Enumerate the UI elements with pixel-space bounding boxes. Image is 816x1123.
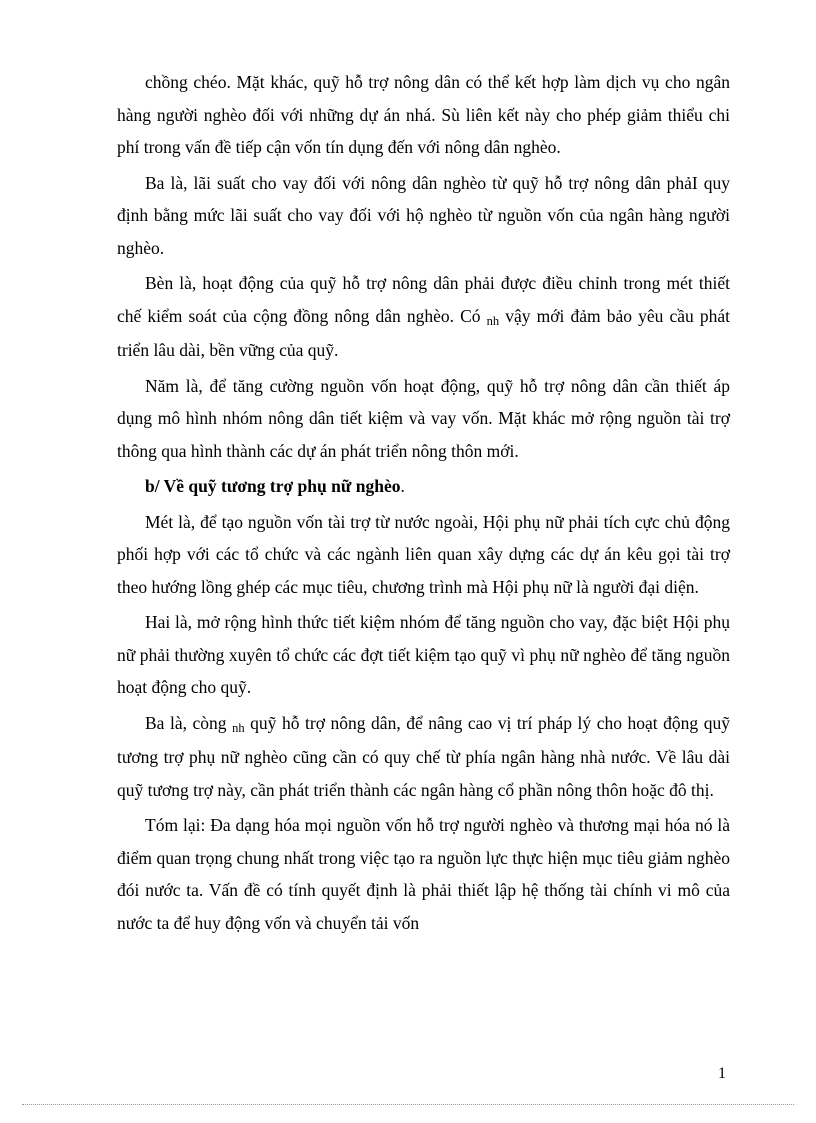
paragraph-text: Ba là, còng [145, 712, 233, 733]
page-number: 1 [718, 1065, 726, 1082]
subscript-text: nh [486, 313, 500, 328]
paragraph-third-point-women [117, 707, 730, 807]
paragraph-continuation: chồng chéo. Mặt khác, quỹ hỗ trợ nông dân có thể kết hợp làm dịch vụ cho ngân hàng người nghèo đối với những dự án nhá. Sù liên kết này cho phép giảm thiểu chi phí trong vấn đề tiếp cận vốn tín dụng đến với nông dân nghèo. [117, 72, 730, 157]
section-heading [117, 470, 730, 503]
subscript-text: nh [232, 720, 245, 735]
paragraph-text: Bèn là, hoạt động của quỹ hỗ trợ nông dân phải được điều chỉnh trong mét thiết chế kiểm soát của cộng đồng nông dân nghèo. Có [117, 273, 730, 326]
document-body [117, 66, 730, 942]
section-heading-text: b/ Về quỹ tương trợ phụ nữ nghèo [145, 476, 401, 496]
paragraph-summary: Tóm lại: Đa dạng hóa mọi nguồn vốn hỗ trợ người nghèo và thương mại hóa nó là điểm quan trọng chung nhất trong việc tạo ra nguồn lực thực hiện mục tiêu giảm nghèo đói nước ta. Vấn đề có tính quyết định là phải thiết lập hệ thống tài chính vi mô của nước ta để huy động vốn và chuyển tải vốn [117, 815, 730, 933]
paragraph-text: vậy mới đảm bảo yêu cầu phát triển lâu dài, bền vững của quỹ. [117, 305, 730, 360]
section-heading-tail: . [400, 476, 405, 496]
paragraph-fourth-point [117, 267, 730, 367]
paragraph-first-point: Mét là, để tạo nguồn vốn tài trợ từ nước ngoài, Hội phụ nữ phải tích cực chủ động phối hợp với các tổ chức và các ngành liên quan xây dựng các dự án kêu gọi tài trợ theo hướng lồng ghép các mục tiêu, chương trình mà Hội phụ nữ là người đại diện. [117, 511, 730, 597]
paragraph-text: quỹ hỗ trợ nông dân, để nâng cao vị trí pháp lý cho hoạt động quỹ tương trợ phụ nữ nghèo cũng cần có quy chế từ phía ngân hàng nhà nước. Về lâu dài quỹ tương trợ này, cần phát triển thành các ngân hàng cổ phần nông thôn hoặc đô thị. [117, 712, 730, 800]
paragraph-fifth-point: Năm là, để tăng cường nguồn vốn hoạt động, quỹ hỗ trợ nông dân cần thiết áp dụng mô hình nhóm nông dân tiết kiệm và vay vốn. Mặt khác mở rộng nguồn tài trợ thông qua hình thành các dự án phát triển nông thôn mới. [117, 375, 730, 461]
paragraph-second-point: Hai là, mở rộng hình thức tiết kiệm nhóm để tăng nguồn cho vay, đặc biệt Hội phụ nữ phải thường xuyên tổ chức các đợt tiết kiệm tạo quỹ vì phụ nữ nghèo để tăng nguồn hoạt động cho quỹ. [117, 612, 730, 697]
footer-divider [22, 1104, 794, 1105]
paragraph-third-point: Ba là, lãi suất cho vay đối với nông dân nghèo từ quỹ hỗ trợ nông dân phảI quy định bằng mức lãi suất cho vay đối với hộ nghèo từ nguồn vốn của ngân hàng người nghèo. [117, 172, 730, 258]
